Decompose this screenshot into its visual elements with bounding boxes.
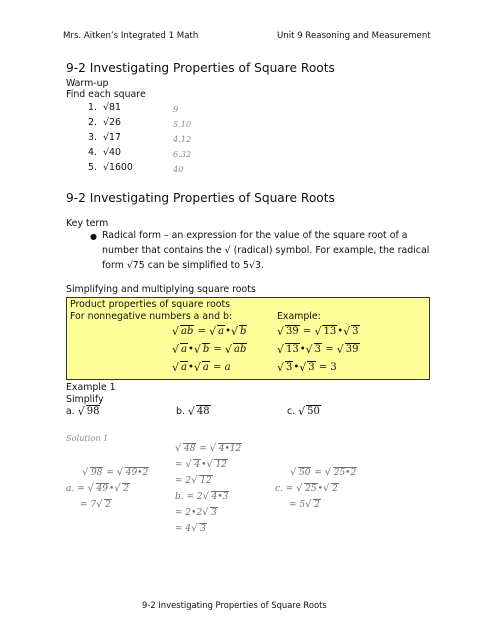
solution-c-line2: c. = √ 25• √ 2 (275, 484, 339, 494)
solution-a-line2: a. = √ 49• √ 2 (66, 484, 130, 494)
problem-expression: √17 (103, 132, 121, 143)
example1-instruction: Simplify (66, 394, 104, 405)
handwritten-answer: 6.32 (173, 149, 192, 159)
key-term-line: Radical form – an expression for the value of the square root of a (102, 230, 408, 241)
bullet-icon: ● (90, 232, 97, 241)
solution-a-line1: √ 98 = √ 49•2 (82, 468, 149, 478)
problem-number: 3. (88, 132, 97, 143)
problem-number: 1. (88, 102, 97, 113)
key-term-label: Key term (66, 218, 109, 229)
page-footer: 9-2 Investigating Properties of Square Roots (142, 600, 327, 610)
handwritten-answer: 4.12 (173, 134, 192, 144)
solution-c-line1: √ 50 = √ 25•2 (290, 468, 357, 478)
handwritten-answer: 5.10 (173, 119, 192, 129)
solution-b-line5: = 2•2 √ 3 (175, 508, 218, 518)
rule-3: √ a• √ a = a (172, 362, 231, 373)
example-2: √ 13• √ 3 = √ 39 (277, 344, 360, 355)
problem-expression: √40 (103, 147, 121, 158)
simplify-heading: Simplifying and multiplying square roots (66, 284, 256, 295)
key-term-line: number that contains the √ (radical) symbol. For example, the radical (102, 245, 430, 256)
handwritten-answer: 9 (173, 104, 179, 114)
part-b: b. √ 48 (176, 406, 211, 417)
problem-number: 4. (88, 147, 97, 158)
handwritten-answer: 40 (173, 164, 184, 174)
problem-number: 5. (88, 162, 97, 173)
solution-b-line6: = 4 √ 3 (175, 524, 207, 534)
example-label: Example: (277, 311, 321, 322)
part-c: c. √ 50 (287, 406, 321, 417)
problem-number: 2. (88, 117, 97, 128)
warmup-label: Warm-up (66, 78, 109, 89)
header-right: Unit 9 Reasoning and Measurement (277, 31, 431, 41)
rule-2: √ a• √ b = √ ab (172, 344, 247, 355)
example1-label: Example 1 (66, 382, 116, 393)
solution-b-line3: = 2 √ 12 (175, 476, 213, 486)
warmup-instruction: Find each square (66, 89, 146, 100)
header-left: Mrs. Aitken’s Integrated 1 Math (63, 31, 199, 41)
example-3: √ 3• √ 3 = 3 (277, 362, 337, 373)
solution-b-line2: = √ 4• √ 12 (175, 460, 228, 470)
key-term-line: form √75 can be simplified to 5√3. (102, 260, 264, 271)
section2-title: 9-2 Investigating Properties of Square Roots (66, 191, 335, 205)
solution-a-line3: = 7 √ 2 (80, 500, 112, 510)
rule-1: √ ab = √ a• √ b (172, 326, 247, 337)
problem-expression: √1600 (103, 162, 133, 173)
problem-expression: √81 (103, 102, 121, 113)
solution-b-line1: √ 48 = √ 4•12 (175, 444, 242, 454)
solution-b-line4: b. = 2 √ 4•3 (175, 492, 229, 502)
section1-title: 9-2 Investigating Properties of Square Roots (66, 61, 335, 75)
problem-expression: √26 (103, 117, 121, 128)
solution-label: Solution 1 (66, 433, 109, 443)
solution-c-line3: = 5 √ 2 (289, 500, 321, 510)
box-subtitle: For nonnegative numbers a and b: (70, 311, 233, 322)
example-1: √ 39 = √ 13• √ 3 (277, 326, 360, 337)
box-title: Product properties of square roots (70, 299, 231, 310)
part-a: a. √ 98 (66, 406, 100, 417)
